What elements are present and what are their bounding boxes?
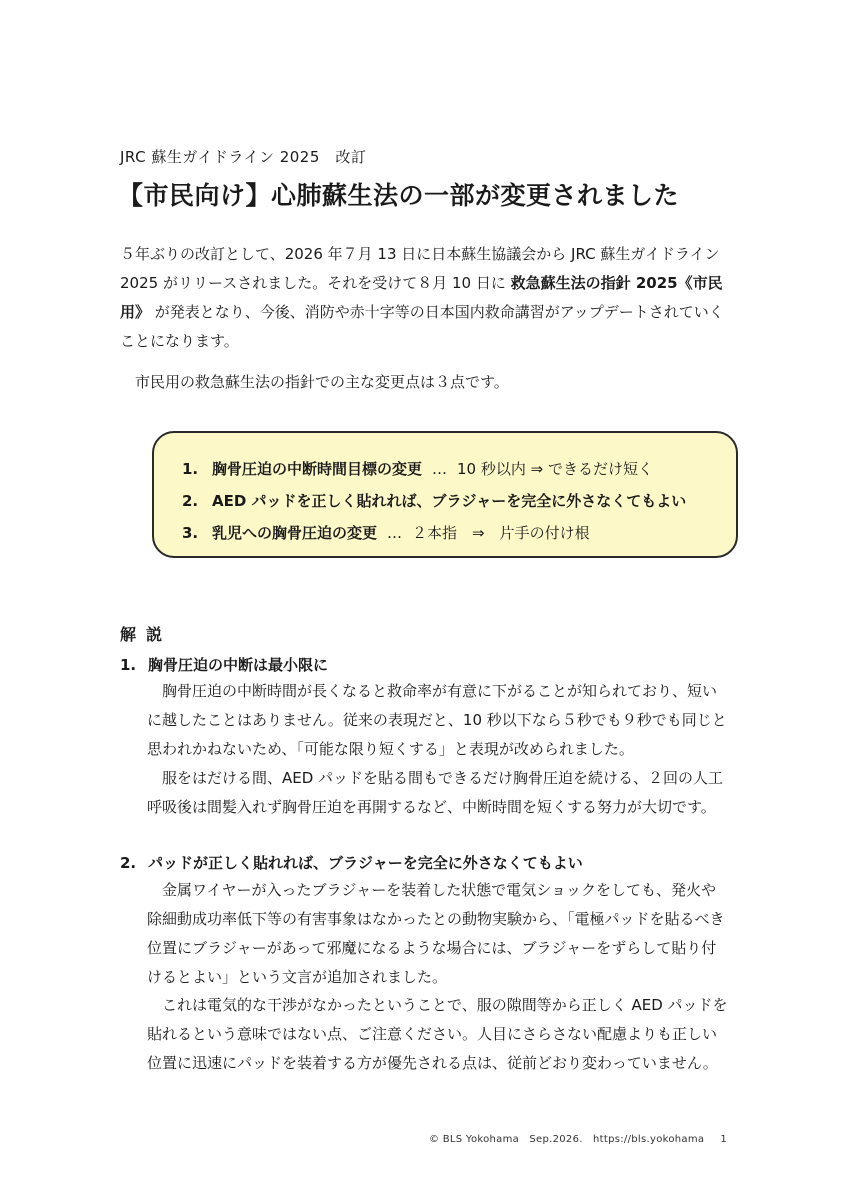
summary-item-number: 1. (182, 460, 199, 478)
intro-paragraph (120, 240, 735, 356)
summary-item (182, 517, 736, 549)
section-paragraph: 服をはだける間、AED パッドを貼る間もできるだけ胸骨圧迫を続ける、２回の人工呼吸後は間髪入れず胸骨圧迫を再開するなど、中断時間を短くする努力が大切です。 (147, 769, 724, 816)
summary-item-separator: … (432, 460, 448, 478)
summary-item-number: 3. (182, 524, 199, 542)
summary-item (182, 453, 736, 485)
summary-item-number: 2. (182, 492, 199, 510)
summary-item (182, 485, 736, 517)
summary-item-detail: 10 秒以内 ⇒ できるだけ短く (457, 460, 653, 478)
summary-box (152, 431, 738, 558)
page-number: 1 (720, 1134, 727, 1145)
summary-item-heading: 乳児への胸骨圧迫の変更 (212, 524, 378, 542)
document-title: 【市民向け】心肺蘇生法の一部が変更されました (118, 181, 680, 210)
section-paragraph: これは電気的な干渉がなかったということで、服の隙間等から正しく AED パッドを貼れるという意味ではない点、ご注意ください。人目にさらさない配慮よりも正しい位置に迅速にパッドを装着する方が優先される点は、従前どおり変わっていません。 (147, 996, 728, 1072)
section-number: 1. (120, 656, 137, 674)
section-title (120, 852, 583, 873)
explanation-heading: 解説 (120, 625, 173, 644)
section-title-text: パッドが正しく貼れれば、ブラジャーを完全に外さなくてもよい (148, 854, 583, 872)
section-number: 2. (120, 854, 137, 872)
section-title (120, 654, 328, 675)
summary-item-detail: ２本指 ⇒ 片手の付け根 (412, 524, 590, 542)
intro-text-a: ５年ぶりの改訂として、2026 年７月 13 日に日本蘇生協議会から JRC 蘇生ガイドライン 2025 がリリースされました。それを受けて８月 10 日に (120, 245, 720, 292)
section-paragraph: 金属ワイヤーが入ったブラジャーを装着した状態で電気ショックをしても、発火や除細動成功率低下等の有害事象はなかったとの動物実験から、「電極パッドを貼るべき位置にブラジャーがあって邪魔になるような場合には、ブラジャーをずらして貼り付けるとよい」という文言が追加されました。 (147, 881, 725, 986)
intro-summary-text: 市民用の救急蘇生法の指針での主な変更点は３点です。 (135, 373, 509, 391)
summary-item-heading: AED パッドを正しく貼れれば、ブラジャーを完全に外さなくてもよい (212, 492, 687, 510)
intro-summary-line (120, 368, 735, 397)
intro-text-bold: 救急蘇生法の指針 2025《市民用》 (120, 274, 723, 321)
footer-text: © BLS Yokohama Sep.2026. https://bls.yokohama (428, 1134, 705, 1145)
section-title-text: 胸骨圧迫の中断は最小限に (148, 656, 329, 674)
summary-item-heading: 胸骨圧迫の中断時間目標の変更 (212, 460, 423, 478)
document-subtitle: JRC 蘇生ガイドライン 2025 改訂 (120, 148, 367, 166)
intro-text-b: が発表となり、今後、消防や赤十字等の日本国内救命講習がアップデートされていくことになります。 (120, 303, 724, 350)
summary-item-separator: … (387, 524, 403, 542)
page-footer (429, 1130, 727, 1145)
section-paragraph: 胸骨圧迫の中断時間が長くなると救命率が有意に下がることが知られており、短いに越したことはありません。従来の表現だと、10 秒以下なら５秒でも９秒でも同じと思われかねないため、「可能な限り短くする」と表現が改められました。 (147, 682, 727, 758)
